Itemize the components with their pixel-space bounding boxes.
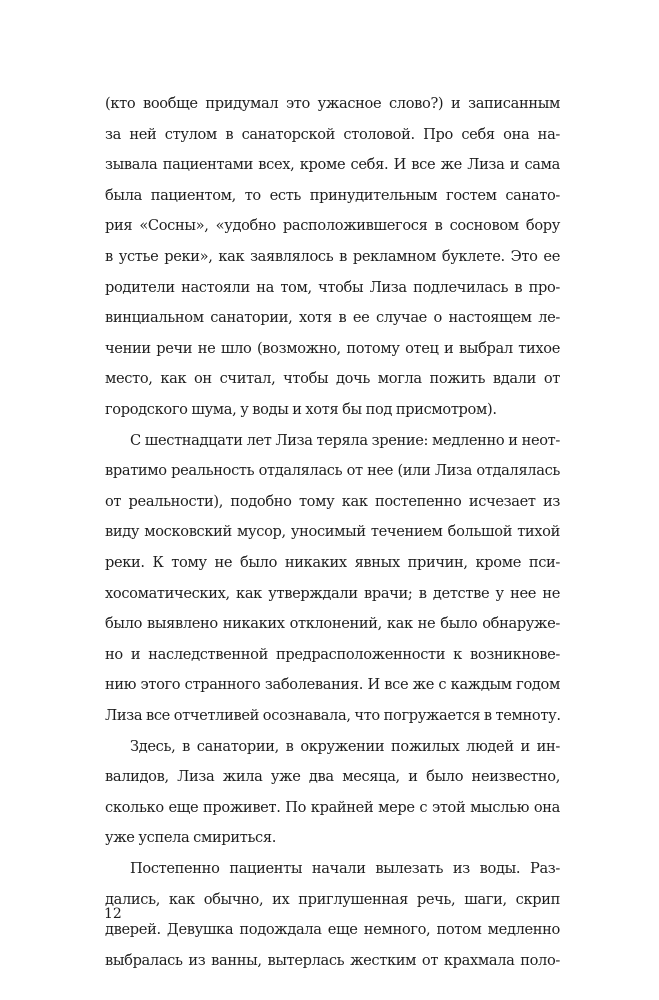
text-line: рия «Сосны», «удобно расположившегося в сосновом бору [105,217,560,235]
text-line: сколько еще проживет. По крайней мере с этой мыслью она [105,798,560,816]
text-line: уже успела смириться. [105,829,277,847]
text-line: (кто вообще придумал это ужасное слово?) и записанным [105,95,560,112]
text-line: но и наследственной предрасположенности к возникнове- [105,645,560,663]
text-line: вратимо реальность отдалялась от нее (или Лиза отдалялась [105,462,560,480]
text-line: виду московский мусор, уносимый течением большой тихой [105,523,560,541]
text-line: дверей. Девушка подождала еще немного, потом медленно [105,921,560,939]
text-line: реки. К тому не было никаких явных причин, кроме пси- [105,554,560,571]
text-line: от реальности), подобно тому как постепенно исчезает из [105,492,560,510]
text-line: было выявлено никаких отклонений, как не было обнаруже- [105,615,560,633]
text-line: С шестнадцати лет Лиза теряла зрение: медленно и неот- [130,431,560,449]
text-line: дались, как обычно, их приглушенная речь, шаги, скрип [105,890,560,908]
text-line: винциальном санатории, хотя в ее случае о настоящем ле- [105,309,560,327]
text-line: место, как он считал, чтобы дочь могла пожить вдали от [105,370,560,388]
text-line: выбралась из ванны, вытерлась жестким от крахмала поло- [105,951,560,969]
text-line: Здесь, в санатории, в окружении пожилых людей и ин- [130,737,560,755]
text-line: за ней стулом в санаторской столовой. Про себя она на- [105,125,560,143]
text-line: чении речи не шло (возможно, потому отец и выбрал тихое [105,339,560,357]
text-line: зывала пациентами всех, кроме себя. И все же Лиза и сама [105,156,560,174]
text-line: в устье реки», как заявлялось в рекламном буклете. Это ее [105,248,560,265]
text-line: была пациентом, то есть принудительным гостем санато- [105,186,560,204]
text-line: Лиза все отчетливей осознавала, что погружается в темноту. [105,707,561,724]
text-line: Постепенно пациенты начали вылезать из воды. Раз- [130,860,560,877]
text-line: родители настояли на том, чтобы Лиза подлечилась в про- [105,278,560,296]
text-line: городского шума, у воды и хотя бы под присмотром). [105,401,497,418]
page-number: 12 [104,906,122,922]
text-line: нию этого странного заболевания. И все же с каждым годом [105,676,560,694]
text-line: валидов, Лиза жила уже два месяца, и было неизвестно, [105,768,560,786]
text-line: хосоматических, как утверждали врачи; в детстве у нее не [105,584,560,602]
